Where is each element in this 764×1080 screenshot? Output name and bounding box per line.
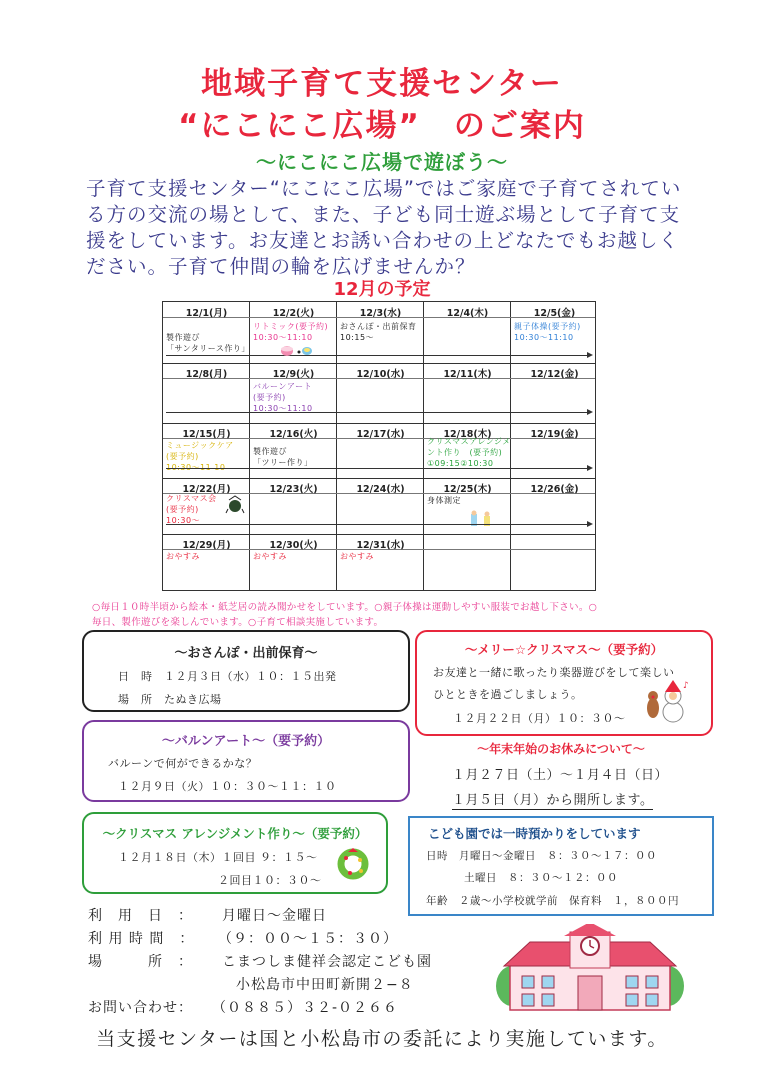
event-text: 製作遊び 「ツリー作り」 xyxy=(253,447,313,467)
event-text: おやすみ xyxy=(340,552,374,561)
date-cell: 12/9(火) xyxy=(272,369,315,380)
box-line: １２月１８日（木）１回目 ９：１５〜 xyxy=(118,851,318,864)
date-cell: 12/5(金) xyxy=(533,308,576,319)
date-cell: 12/29(月) xyxy=(182,540,231,551)
info-place-value: こまつしま健祥会認定こども園 xyxy=(222,954,432,970)
date-cell: 12/11(木) xyxy=(443,369,492,380)
notes xyxy=(92,600,692,630)
box-line: 日 時 １２月３日（水）１０：１５出発 xyxy=(118,670,337,683)
event-text: リトミック(要予約) 10:30〜11:10 xyxy=(253,322,329,342)
reopening-date: １月５日（月）から開所します。 xyxy=(452,789,653,810)
drum-icon xyxy=(279,344,313,358)
title-line-2: “にこにこ広場” のご案内 xyxy=(178,108,586,144)
date-cell: 12/25(木) xyxy=(443,484,492,495)
calendar xyxy=(162,301,596,591)
event-text: クリスマスアレンジメ ント作り (要予約) ①09:15②10:30 xyxy=(427,437,511,468)
holiday-dates: １月２７日（土）〜１月４日（日） xyxy=(452,768,669,783)
event-text: クリスマス会 (要予約) 10:30〜 xyxy=(166,494,217,525)
box-line: 土曜日 ８：３０〜１２：００ xyxy=(464,872,618,884)
wreath-icon xyxy=(336,846,370,880)
subtitle: 〜にこにこ広場で遊ぼう〜 xyxy=(256,150,508,174)
footer-text: 当支援センターは国と小松島市の委託により実施しています。 xyxy=(96,1028,668,1050)
date-cell: 12/23(火) xyxy=(269,484,318,495)
date-cell: 12/22(月) xyxy=(182,484,231,495)
info-address: 小松島市中田町新開２−８ xyxy=(236,977,414,993)
date-cell: 12/18(木) xyxy=(443,429,492,440)
date-cell: 12/15(月) xyxy=(182,429,231,440)
balloon-box xyxy=(82,720,410,802)
box-title: 〜メリー☆クリスマス〜（要予約） xyxy=(464,642,664,657)
event-text: ミュージックケア (要予約) 10:30〜11 10 xyxy=(166,441,234,472)
date-cell: 12/24(水) xyxy=(356,484,405,495)
event-text: おやすみ xyxy=(253,552,287,561)
info-contact-value: （０８８５）３２-０２６６ xyxy=(212,1000,399,1016)
info-time-label: 利 用 時 間 ： xyxy=(88,931,195,947)
date-cell: 12/4(木) xyxy=(446,308,489,319)
box-line: 年齢 ２歳〜小学校就学前 保育料 １，８００円 xyxy=(426,895,679,907)
nursery-building-icon xyxy=(490,924,690,1014)
event-text: 親子体操(要予約) 10:30〜11:10 xyxy=(514,322,581,342)
temporary-care-box xyxy=(408,816,714,916)
info-day-label: 利 用 日 ： xyxy=(88,908,193,924)
box-line: お友達と一緒に歌ったり楽器遊びをして楽しい xyxy=(433,666,675,679)
arrangement-box xyxy=(82,812,388,894)
date-cell: 12/2(火) xyxy=(272,308,315,319)
box-line: ２回目１０：３０〜 xyxy=(218,874,322,887)
date-cell: 12/3(水) xyxy=(359,308,402,319)
event-text: おさんぽ・出前保育 10:15〜 xyxy=(340,322,417,342)
date-cell: 12/10(水) xyxy=(356,369,405,380)
date-cell: 12/16(火) xyxy=(269,429,318,440)
title-line-1: 地域子育て支援センター xyxy=(201,66,563,102)
event-text: バルーンアート (要予約) 10:30〜11:10 xyxy=(253,382,313,413)
event-text: 身体測定 xyxy=(427,496,461,505)
box-title: 〜バルンアート〜（要予約） xyxy=(161,734,331,749)
box-line: ひとときを過ごしましょう。 xyxy=(433,688,583,701)
date-cell: 12/31(水) xyxy=(356,540,405,551)
info-time-value: （９：００〜１５：３０） xyxy=(218,931,398,947)
intro-text: 子育て支援センター“にこにこ広場”ではご家庭で子育てされている方の交流の場として、また、子ども同士遊ぶ場として子育て支援をしています。お友達とお誘い合わせの上どなたでもお越しください。子育て仲間の輪を広げませんか？ xyxy=(86,177,682,278)
osanpo-box xyxy=(82,630,410,712)
event-text: おやすみ xyxy=(166,552,200,561)
christmas-party-box xyxy=(415,630,713,736)
box-title: 〜おさんぽ・出前保育〜 xyxy=(174,646,318,661)
calendar-title: 12月の予定 xyxy=(333,279,431,300)
event-text: 製作遊び 「サンタリース作り」 xyxy=(166,333,250,353)
date-cell: 12/12(金) xyxy=(530,369,579,380)
box-line: １２月２２日（月）１０：３０〜 xyxy=(453,712,626,725)
box-line: バルーンで何ができるかな？ xyxy=(108,757,258,770)
date-cell: 12/19(金) xyxy=(530,429,579,440)
info-place-label: 場 所 ： xyxy=(88,954,193,970)
date-cell: 12/8(月) xyxy=(185,369,228,380)
santa-icon xyxy=(641,678,691,724)
box-title: 〜クリスマス アレンジメント作り〜（要予約） xyxy=(102,826,368,841)
date-cell: 12/30(火) xyxy=(269,540,318,551)
measuring-icon xyxy=(467,510,497,528)
holiday-title: 〜年末年始のお休みについて〜 xyxy=(477,742,645,756)
info-day-value: 月曜日〜金曜日 xyxy=(222,908,327,924)
note-line: 毎日、製作遊びを楽しんでいます。○子育て相談実施しています。 xyxy=(92,617,384,628)
box-title: こども園では一時預かりをしています xyxy=(428,826,641,841)
christmas-ornament-icon xyxy=(225,495,245,515)
info-contact-label: お問い合わせ： xyxy=(88,1000,193,1016)
note-line: ○毎日１０時半頃から絵本・紙芝居の読み聞かせをしています。○親子体操は運動しやすい服装でお越し下さい。○ xyxy=(92,602,598,613)
box-line: 日時 月曜日〜金曜日 ８：３０〜１７：００ xyxy=(426,850,657,862)
box-line: １２月９日（火）１０：３０〜１１：１０ xyxy=(118,780,337,793)
date-cell: 12/1(月) xyxy=(185,308,228,319)
date-cell: 12/17(水) xyxy=(356,429,405,440)
svg-text:♪: ♪ xyxy=(683,681,689,691)
date-cell: 12/26(金) xyxy=(530,484,579,495)
box-line: 場 所 たぬき広場 xyxy=(118,693,222,706)
